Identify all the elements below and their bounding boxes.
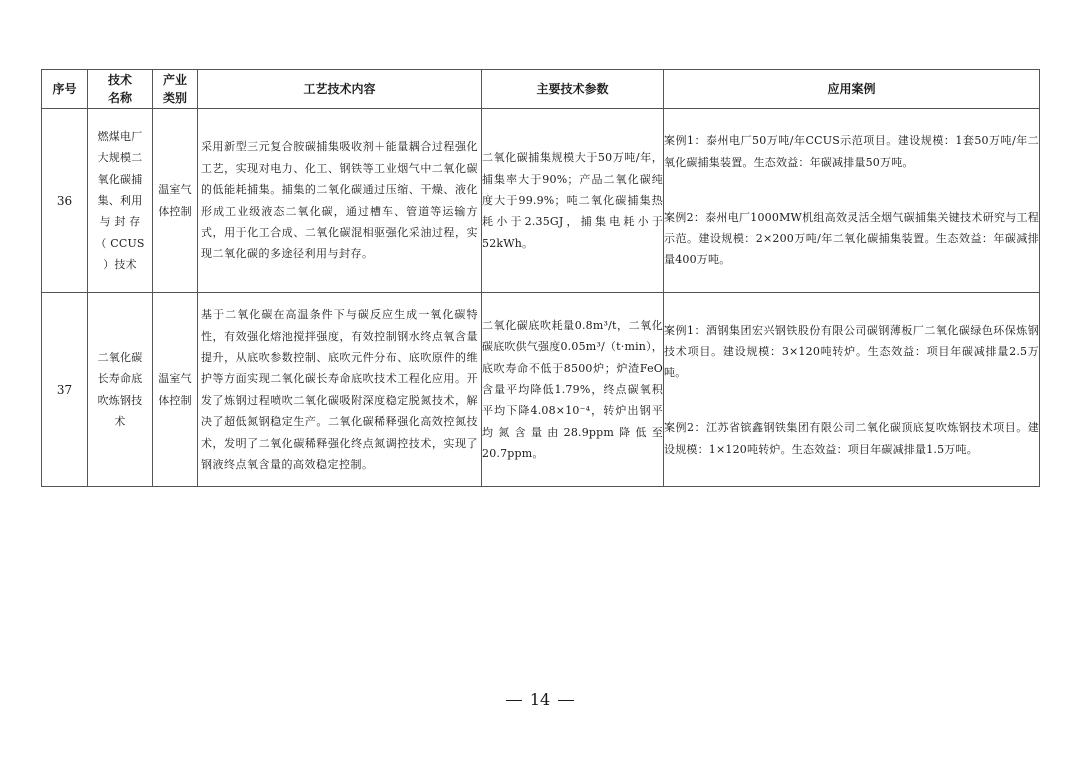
header-process-content: 工艺技术内容: [198, 70, 482, 109]
technology-table: [41, 69, 1040, 487]
page-number-dash-right: [558, 700, 574, 701]
row-tech-name: 燃煤电厂 大规模二 氧化碳捕 集、利用 与 封 存 （ CCUS ）技术: [88, 109, 153, 293]
table-row: [42, 109, 1040, 293]
row-tech-name: 二氧化碳 长寿命底 吹炼钢技 术: [88, 293, 153, 487]
case-item: 案例1：酒钢集团宏兴钢铁股份有限公司碳钢薄板厂二氧化碳绿色环保炼钢技术项目。建设规模：3×120吨转炉。生态效益：项目年碳减排量2.5万吨。: [664, 323, 1039, 380]
page-number-value: 14: [529, 690, 551, 709]
table-header-row: [42, 70, 1040, 109]
row-serial-no: 37: [42, 293, 88, 487]
header-serial-no: 序号: [42, 70, 88, 109]
row-serial-no: 36: [42, 109, 88, 293]
row-industry-category: 温室气 体控制: [153, 109, 198, 293]
table-row: [42, 293, 1040, 487]
page-number-dash-left: [506, 700, 522, 701]
row-main-parameters: 二氧化碳底吹耗量0.8m³/t，二氧化碳底吹供气强度0.05m³/（t·min），底吹寿命不低于8500炉；炉渣FeO含量平均降低1.79%，终点碳氧积平均下降4.08×10⁻⁴，转炉出钢平均氮含量由28.9ppm降低至20.7ppm。: [482, 293, 664, 487]
header-main-parameters: 主要技术参数: [482, 70, 664, 109]
row-industry-category: 温室气 体控制: [153, 293, 198, 487]
header-tech-name: 技术 名称: [88, 70, 153, 109]
case-item: 案例2：泰州电厂1000MW机组高效灵活全烟气碳捕集关键技术研究与工程示范。建设规模：2×200万吨/年二氧化碳捕集装置。生态效益：年碳减排量400万吨。: [664, 210, 1039, 267]
row-process-content: 基于二氧化碳在高温条件下与碳反应生成一氧化碳特性，有效强化熔池搅拌强度，有效控制钢水终点氧含量提升，从底吹参数控制、底吹元件分布、底吹原件的维护等方面实现二氧化碳长寿命底吹技术工程化应用。开发了炼钢过程喷吹二氧化碳吸附深度稳定脱氮技术，解决了超低氮钢稳定生产。二氧化碳稀释强化高效控氮技术，发明了二氧化碳稀释强化终点氮调控技术，实现了钢液终点氧含量的高效稳定控制。: [198, 293, 482, 487]
row-main-parameters: 二氧化碳捕集规模大于50万吨/年，捕集率大于90%；产品二氧化碳纯度大于99.9%；吨二氧化碳捕集热耗小于2.35GJ，捕集电耗小于52kWh。: [482, 109, 664, 293]
case-item: 案例1：泰州电厂50万吨/年CCUS示范项目。建设规模：1套50万吨/年二氧化碳捕集装置。生态效益：年碳减排量50万吨。: [664, 134, 1039, 169]
row-application-cases: [664, 293, 1040, 487]
row-process-content: 采用新型三元复合胺碳捕集吸收剂＋能量耦合过程强化工艺，实现对电力、化工、钢铁等工业烟气中二氧化碳的低能耗捕集。捕集的二氧化碳通过压缩、干燥、液化形成工业级液态二氧化碳，通过槽车、管道等运输方式，用于化工合成、二氧化碳混相驱强化采油过程，实现二氧化碳的多途径利用与封存。: [198, 109, 482, 293]
header-application-cases: 应用案例: [664, 70, 1040, 109]
row-application-cases: [664, 109, 1040, 293]
case-item: 案例2：江苏省镔鑫钢铁集团有限公司二氧化碳顶底复吹炼钢技术项目。建设规模：1×120吨转炉。生态效益：项目年碳减排量1.5万吨。: [664, 421, 1039, 456]
page-number: [0, 690, 1080, 709]
header-industry-category: 产业 类别: [153, 70, 198, 109]
